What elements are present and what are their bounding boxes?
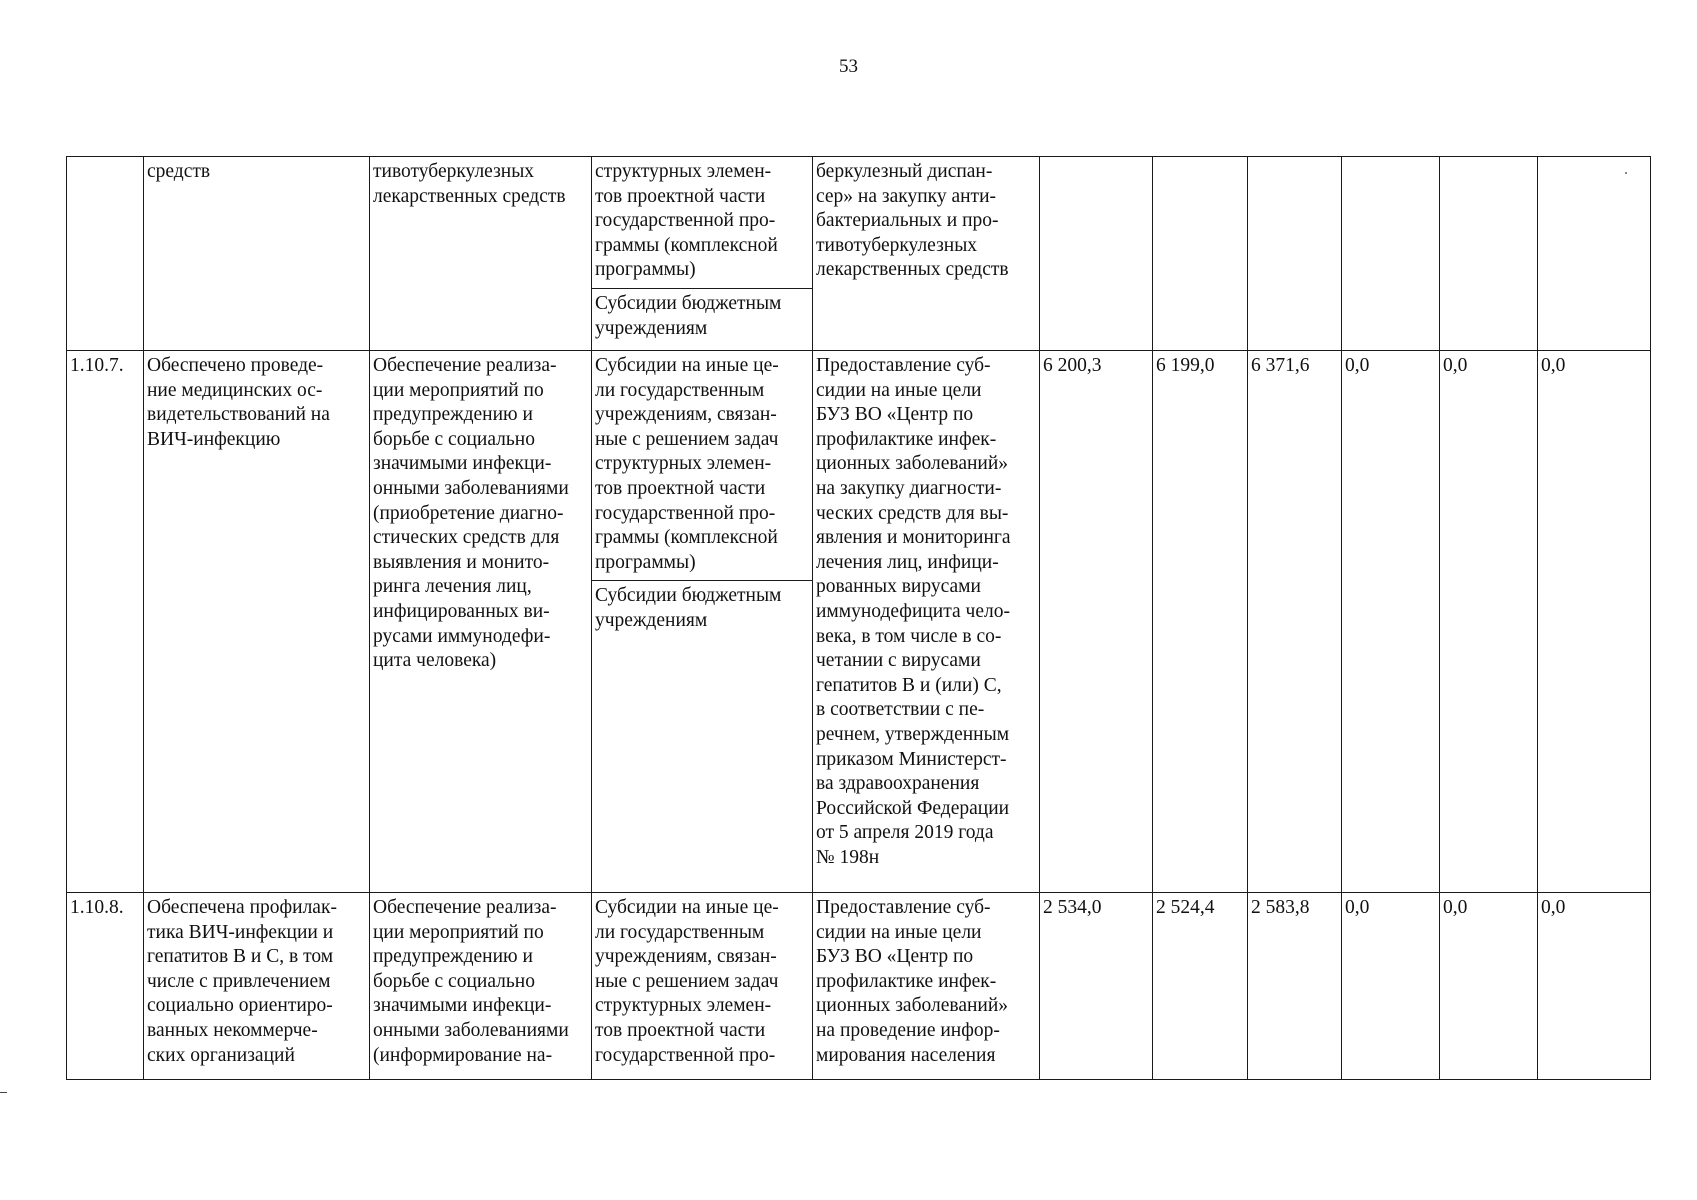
expense-type-cell [592, 893, 813, 1080]
description-cell: беркулезный диспан- сер» на закупку анти- бактериальных и про- тивотуберкулезных лекарственных средств [813, 157, 1040, 351]
amount-cell: 6 371,6 [1248, 351, 1342, 893]
expense-type-cell [592, 351, 813, 893]
result-cell: Обеспечено проведе- ние медицинских ос- видетельствований на ВИЧ-инфекцию [144, 351, 370, 893]
expense-type-cell [592, 157, 813, 351]
table-row [67, 157, 1651, 351]
expense-type-item: Субсидии на иные це- ли государственным учреждениям, связан- ные с решением задач структурных элемен- тов проектной части государственной про- [595, 897, 779, 1066]
amount-cell: 2 583,8 [1248, 893, 1342, 1080]
amount-cell: 0,0 [1440, 893, 1538, 1080]
row-number [67, 157, 144, 351]
amount-cell: 0,0 [1538, 893, 1651, 1080]
table-row [67, 351, 1651, 893]
event-cell: Обеспечение реализа- ции мероприятий по предупреждению и борьбе с социально значимыми инфекци- онными заболеваниями (приобретение диагно- стических средств для выявления и монито- ринга лечения лиц, инфицированных ви- русами иммунодефи- цита человека) [370, 351, 592, 893]
page-number: 53 [839, 56, 858, 77]
event-cell: Обеспечение реализа- ции мероприятий по предупреждению и борьбе с социально значимыми инфекци- онными заболеваниями (информирование на- [370, 893, 592, 1080]
scan-mark [0, 1092, 7, 1093]
amount-cell: 0,0 [1538, 351, 1651, 893]
expense-type-item: Субсидии бюджетным учреждениям [592, 288, 812, 341]
budget-table [66, 156, 1651, 1080]
result-cell: средств [144, 157, 370, 351]
table-row [67, 893, 1651, 1080]
amount-cell: 6 200,3 [1040, 351, 1153, 893]
amount-cell [1153, 157, 1248, 351]
result-cell: Обеспечена профилак- тика ВИЧ-инфекции и гепатитов В и С, в том числе с привлечением социально ориентиро- ванных некоммерче- ских организаций [144, 893, 370, 1080]
expense-type-item: структурных элемен- тов проектной части государственной про- граммы (комплексной программы) [595, 161, 778, 281]
description-cell: Предоставление суб- сидии на иные цели БУЗ ВО «Центр по профилактике инфек- ционных заболеваний» на закупку диагности- ческих средств для вы- явления и мониторинга лечения лиц, инфици- рованных вирусами иммунодефицита чело- века, в том числе в со- четании с вирусами гепатитов В и (или) С, в соответствии с пе- речнем, утвержденным приказом Министерст- ва здравоохранения Российской Федерации от 5 апреля 2019 года № 198н [813, 351, 1040, 893]
amount-cell: 2 524,4 [1153, 893, 1248, 1080]
amount-cell [1440, 157, 1538, 351]
amount-cell: 2 534,0 [1040, 893, 1153, 1080]
amount-cell: 0,0 [1342, 893, 1440, 1080]
amount-cell: 0,0 [1440, 351, 1538, 893]
amount-cell [1040, 157, 1153, 351]
description-cell: Предоставление суб- сидии на иные цели БУЗ ВО «Центр по профилактике инфек- ционных заболеваний» на проведение инфор- мирования населения [813, 893, 1040, 1080]
amount-cell: 0,0 [1342, 351, 1440, 893]
amount-cell [1538, 157, 1651, 351]
scan-speck [1625, 172, 1627, 174]
expense-type-item: Субсидии бюджетным учреждениям [592, 580, 812, 633]
amount-cell [1342, 157, 1440, 351]
expense-type-item: Субсидии на иные це- ли государственным учреждениям, связан- ные с решением задач структурных элемен- тов проектной части государственной про- граммы (комплексной программы) [595, 355, 779, 573]
event-cell: тивотуберкулезных лекарственных средств [370, 157, 592, 351]
row-number: 1.10.8. [67, 893, 144, 1080]
row-number: 1.10.7. [67, 351, 144, 893]
amount-cell [1248, 157, 1342, 351]
amount-cell: 6 199,0 [1153, 351, 1248, 893]
